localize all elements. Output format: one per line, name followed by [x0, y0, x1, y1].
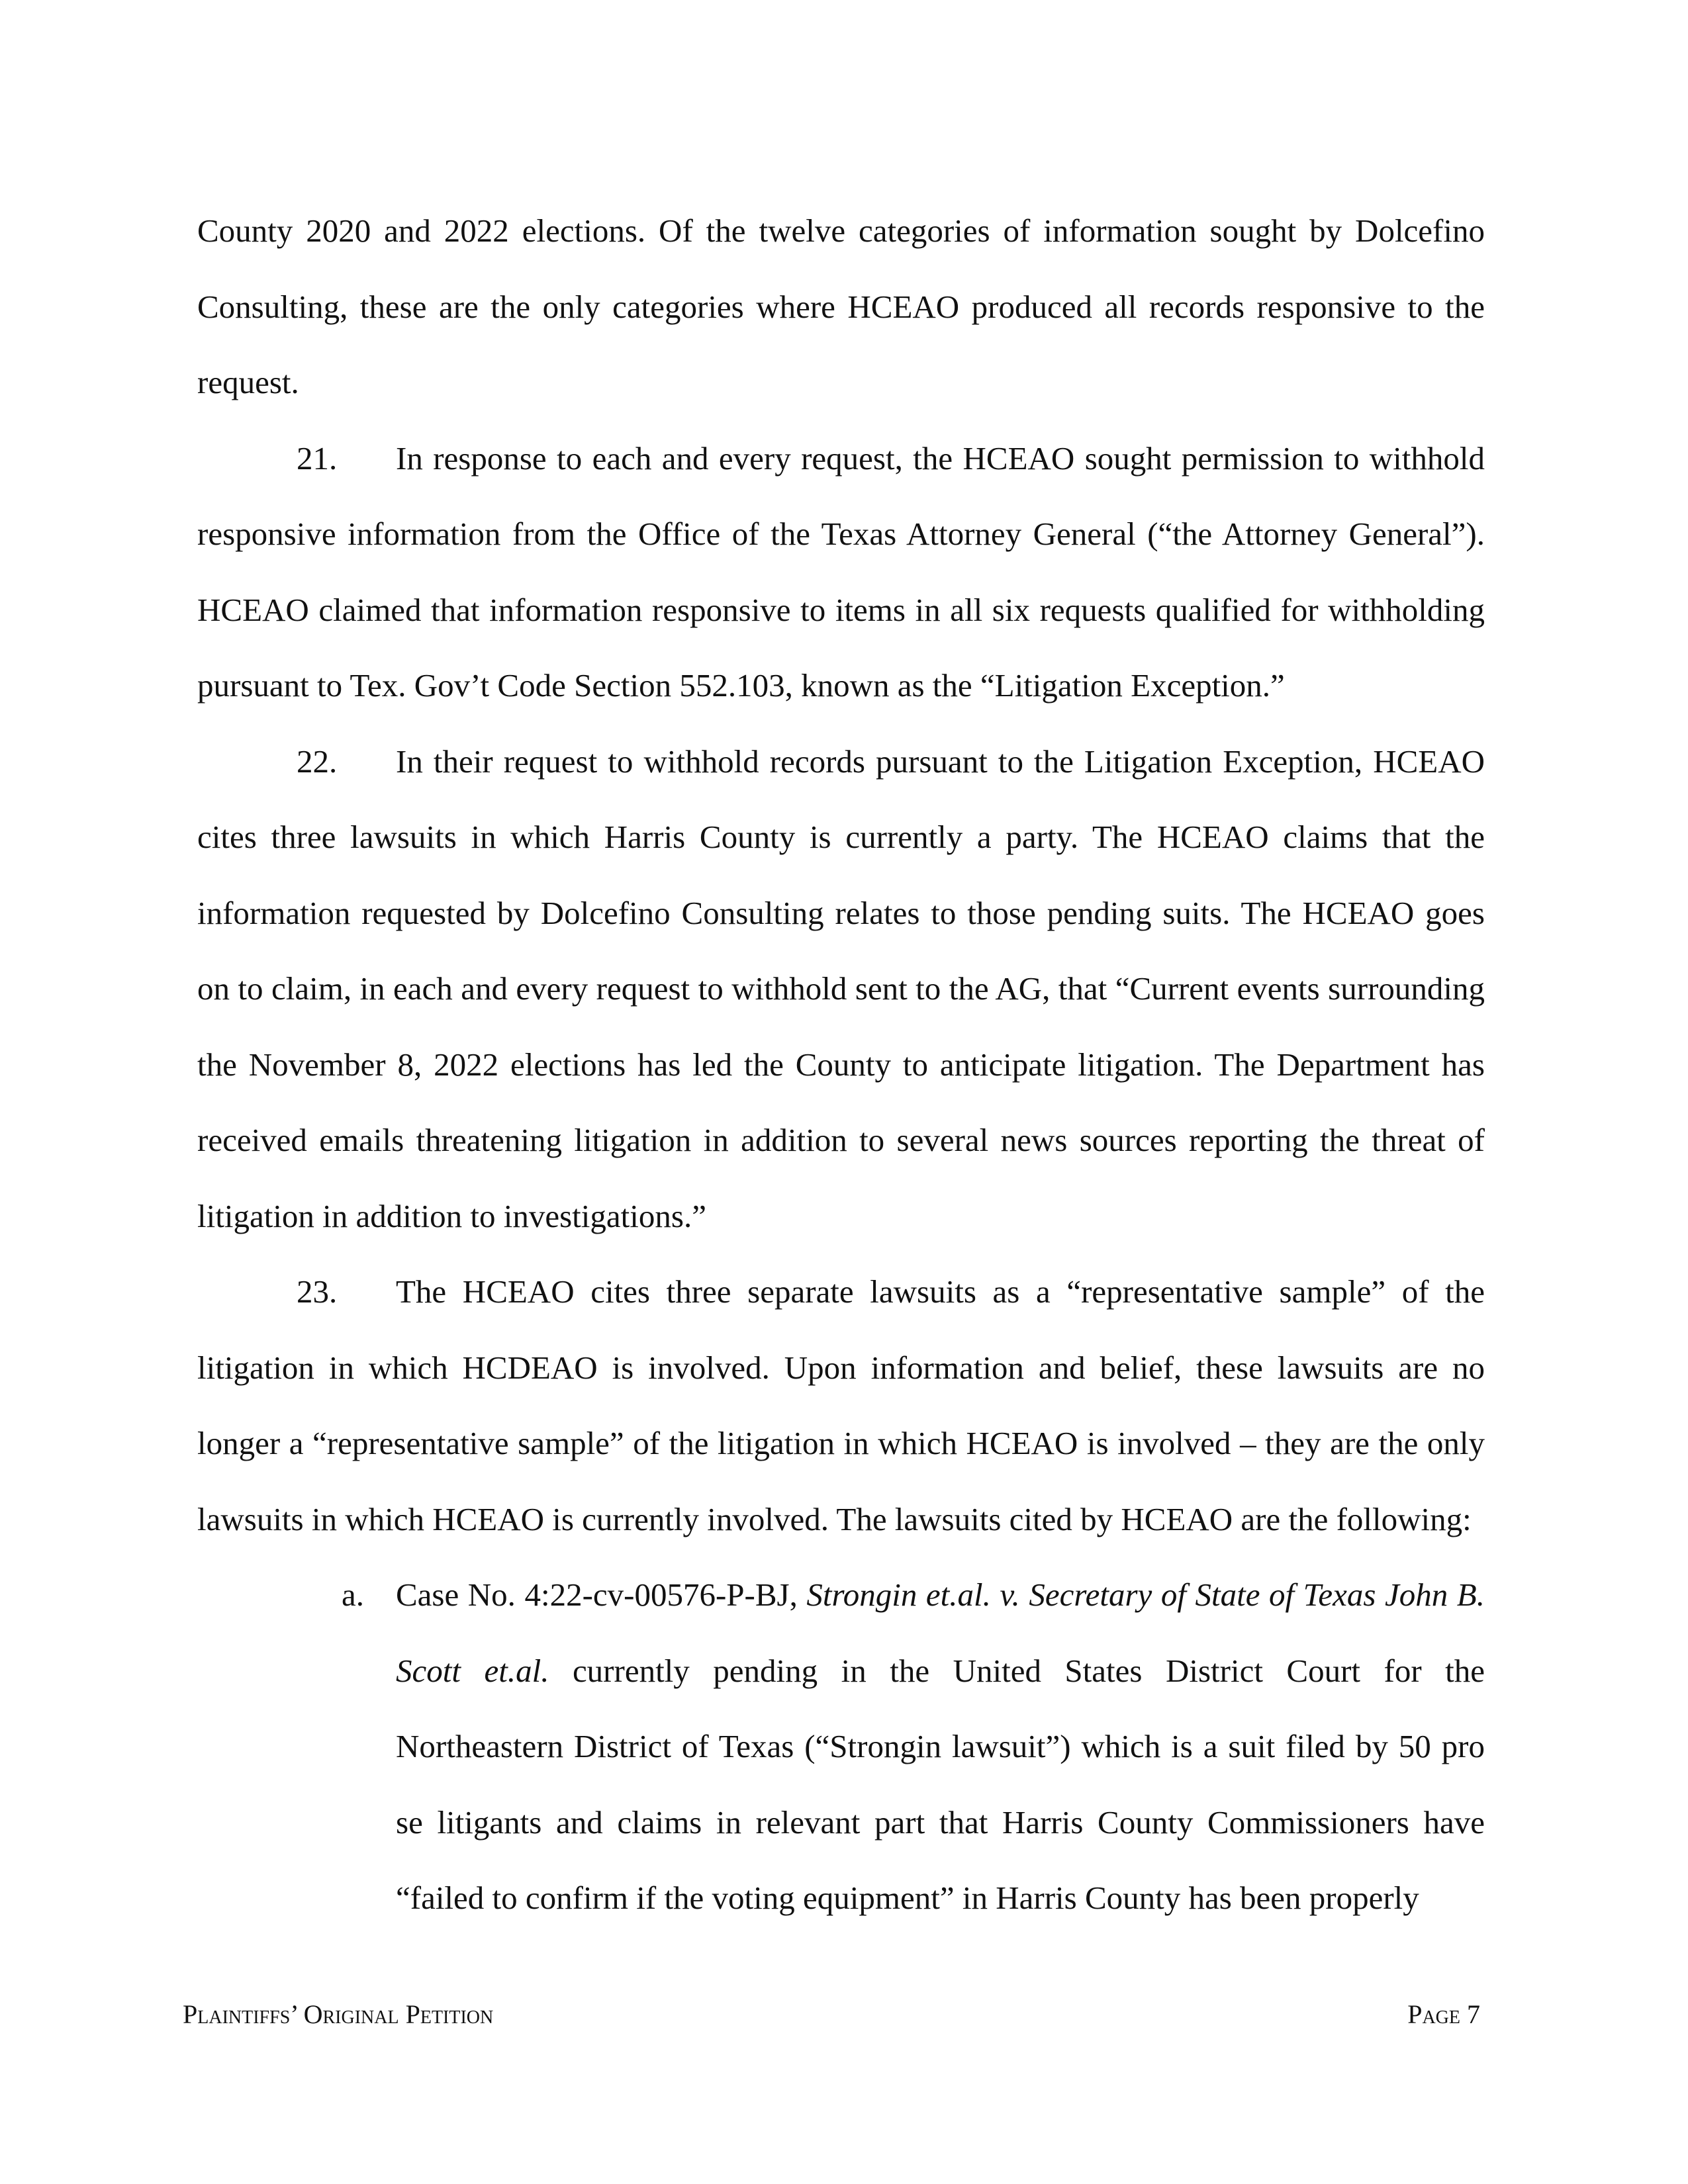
paragraph-number: 21. [297, 439, 338, 477]
case-name: Strongin et.al. v. Secretary of State of Texas John B. Scott et.al. [396, 1576, 1485, 1689]
page-footer [183, 1999, 1480, 2030]
footer-document-title: Plaintiffs’ Original Petition [183, 1999, 494, 2029]
paragraph-23 [197, 1254, 1485, 1557]
paragraph-21 [197, 421, 1485, 724]
list-item-a [197, 1557, 1485, 1936]
paragraph-20-continuation: County 2020 and 2022 elections. Of the twelve categories of information sought by Dolcefino Consulting, these are the only categories where HCEAO produced all records responsive to the request. [197, 212, 1485, 400]
paragraph-text: In response to each and every request, the HCEAO sought permission to withhold responsive information from the Office of the Texas Attorney General (“the Attorney General”). HCEAO claimed that information responsive to items in all six requests qualified for withholding pursuant to Tex. Gov’t Code Section 552.103, known as the “Litigation Exception.” [197, 439, 1485, 704]
paragraph-text: The HCEAO cites three separate lawsuits as a “representative sample” of the litigation in which HCDEAO is involved. Upon information and belief, these lawsuits are no longer a “representative sample” of the litigation in which HCEAO is involved – they are the only lawsuits in which HCEAO is currently involved. The lawsuits cited by HCEAO are the following: [197, 1273, 1485, 1537]
footer-page-number: Page 7 [1407, 1999, 1480, 2029]
document-body [197, 193, 1485, 1936]
case-description: currently pending in the United States District Court for the Northeastern District of Texas (“Strongin lawsuit”) which is a suit filed by 50 pro se litigants and claims in relevant part that Harris County Commissioners have “failed to confirm if the voting equipment” in Harris County has been properly [396, 1652, 1485, 1916]
paragraph-number: 22. [297, 743, 338, 780]
paragraph-22 [197, 724, 1485, 1255]
paragraph-text: In their request to withhold records pursuant to the Litigation Exception, HCEAO cites three lawsuits in which Harris County is currently a party. The HCEAO claims that the information requested by Dolcefino Consulting relates to those pending suits. The HCEAO goes on to claim, in each and every request to withhold sent to the AG, that “Current events surrounding the November 8, 2022 elections has led the County to anticipate litigation. The Department has received emails threatening litigation in addition to several news sources reporting the threat of litigation in addition to investigations.” [197, 743, 1485, 1234]
list-marker: a. [342, 1576, 364, 1613]
case-number: Case No. 4:22-cv-00576-P-BJ, [396, 1576, 807, 1613]
paragraph-number: 23. [297, 1273, 338, 1310]
